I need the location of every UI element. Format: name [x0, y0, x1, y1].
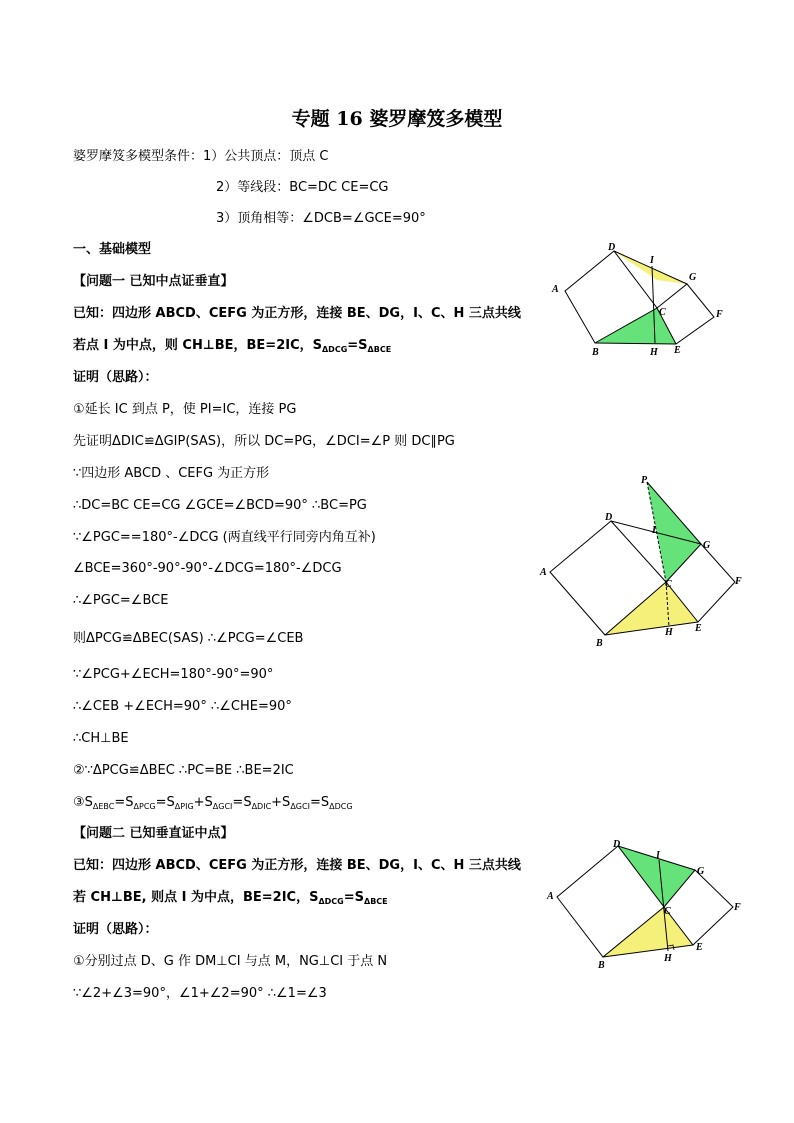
label-b: B	[598, 960, 605, 971]
problem1-step-6: ∠BCE=360°-90°-90°-∠DCG=180°-∠DCG	[73, 561, 342, 576]
label-e: E	[696, 942, 703, 953]
problem2-heading: 【问题二 已知垂直证中点】	[73, 826, 234, 841]
triangle-bce-yellow	[603, 907, 693, 957]
problem2-step-1: ①分别过点 D、G 作 DM⊥CI 与点 M，NG⊥CI 于点 N	[73, 954, 388, 969]
label-h: H	[665, 627, 673, 638]
problem1-step-8: 则ΔPCG≌ΔBEC(SAS) ∴∠PCG=∠CEB	[73, 631, 304, 646]
label-i: I	[656, 850, 660, 861]
label-c: C	[664, 906, 671, 917]
problem1-area-chain: $③S_{\Delta EBC}=S_{\Delta PCG}=S_{\Delta PIG}+S_{\Delta GCI}=S_{\Delta DIC}+S_{\Delta GCI}=S_{\Delta DCG}$	[73, 795, 353, 811]
label-p: P	[641, 475, 648, 486]
problem1-step-2: 先证明ΔDIC≌ΔGIP(SAS)，所以 DC=PG，∠DCI=∠P 则 DC∥PG	[73, 434, 455, 449]
problem1-step-10: ∴∠CEB +∠ECH=90° ∴∠CHE=90°	[73, 699, 292, 714]
label-h: H	[664, 953, 672, 964]
page-title: 专题 16 婆罗摩笈多模型	[291, 108, 503, 130]
label-h: H	[650, 347, 658, 358]
problem1-given-line1: 已知：四边形 ABCD、CEFG 为正方形，连接 BE、DG，I、C、H 三点共线	[73, 306, 521, 321]
label-f: F	[716, 309, 723, 320]
problem1-step-9: ∵∠PCG+∠ECH=180°-90°=90°	[73, 667, 274, 682]
label-g: G	[703, 540, 711, 551]
label-f: F	[734, 902, 741, 913]
problem1-step-1: ①延长 IC 到点 P，使 PI=IC，连接 PG	[73, 402, 297, 417]
figure-1-squares-diagram	[540, 240, 730, 365]
label-a: A	[540, 567, 547, 578]
label-e: E	[695, 623, 702, 634]
problem1-step-7: ∴∠PGC=∠BCE	[73, 593, 169, 608]
problem2-given-line1: 已知：四边形 ABCD、CEFG 为正方形，连接 BE、DG，I、C、H 三点共线	[73, 858, 521, 873]
label-g: G	[689, 272, 697, 283]
label-d: D	[605, 512, 613, 523]
section-heading-basic-model: 一、基础模型	[73, 242, 152, 257]
model-conditions-3: 3）顶角相等：∠DCB=∠GCE=90°	[216, 211, 426, 226]
triangle-bce-yellow	[605, 582, 698, 635]
label-f: F	[735, 576, 742, 587]
problem1-step-4: ∴DC=BC CE=CG ∠GCE=∠BCD=90° ∴BC=PG	[73, 498, 367, 513]
label-g: G	[697, 866, 705, 877]
label-i: I	[652, 525, 656, 536]
label-c: C	[659, 307, 666, 318]
problem2-proof-label: 证明（思路）：	[73, 922, 158, 937]
label-e: E	[674, 345, 681, 356]
label-a: A	[552, 284, 559, 295]
problem1-step-5: ∵∠PGC==180°-∠DCG (两直线平行同旁内角互补)	[73, 530, 376, 545]
label-d: D	[608, 242, 616, 253]
label-b: B	[592, 347, 599, 358]
model-conditions-2: 2）等线段：BC=DC CE=CG	[216, 180, 389, 195]
label-b: B	[596, 638, 603, 649]
model-conditions-1: 婆罗摩笈多模型条件：1）公共顶点：顶点 C	[73, 149, 329, 164]
problem1-step-11: ∴CH⊥BE	[73, 731, 129, 746]
figure-3-perpendicular-diagram	[540, 838, 750, 973]
label-a: A	[547, 891, 554, 902]
problem1-proof-label: 证明（思路）：	[73, 370, 158, 385]
problem1-step-12: ②∵ΔPCG≌ΔBEC ∴PC=BE ∴BE=2IC	[73, 763, 294, 778]
problem2-given-line2: 若 CH⊥BE, 则点 I 为中点，BE=2IC，$S_{\Delta DCG}=S_{\Delta BCE}$	[73, 890, 388, 906]
problem2-step-2: ∵∠2+∠3=90°，∠1+∠2=90° ∴∠1=∠3	[73, 986, 327, 1001]
label-d: D	[613, 839, 621, 850]
problem1-step-3: ∵四边形 ABCD 、CEFG 为正方形	[73, 466, 270, 481]
problem1-heading: 【问题一 已知中点证垂直】	[73, 274, 234, 289]
label-i: I	[650, 255, 654, 266]
figure-2-extended-diagram	[535, 472, 745, 652]
problem1-given-line2: 若点 I 为中点，则 CH⊥BE，BE=2IC，$S_{\Delta DCG}=S_{\Delta BCE}$	[73, 338, 392, 354]
label-c: C	[665, 579, 672, 590]
